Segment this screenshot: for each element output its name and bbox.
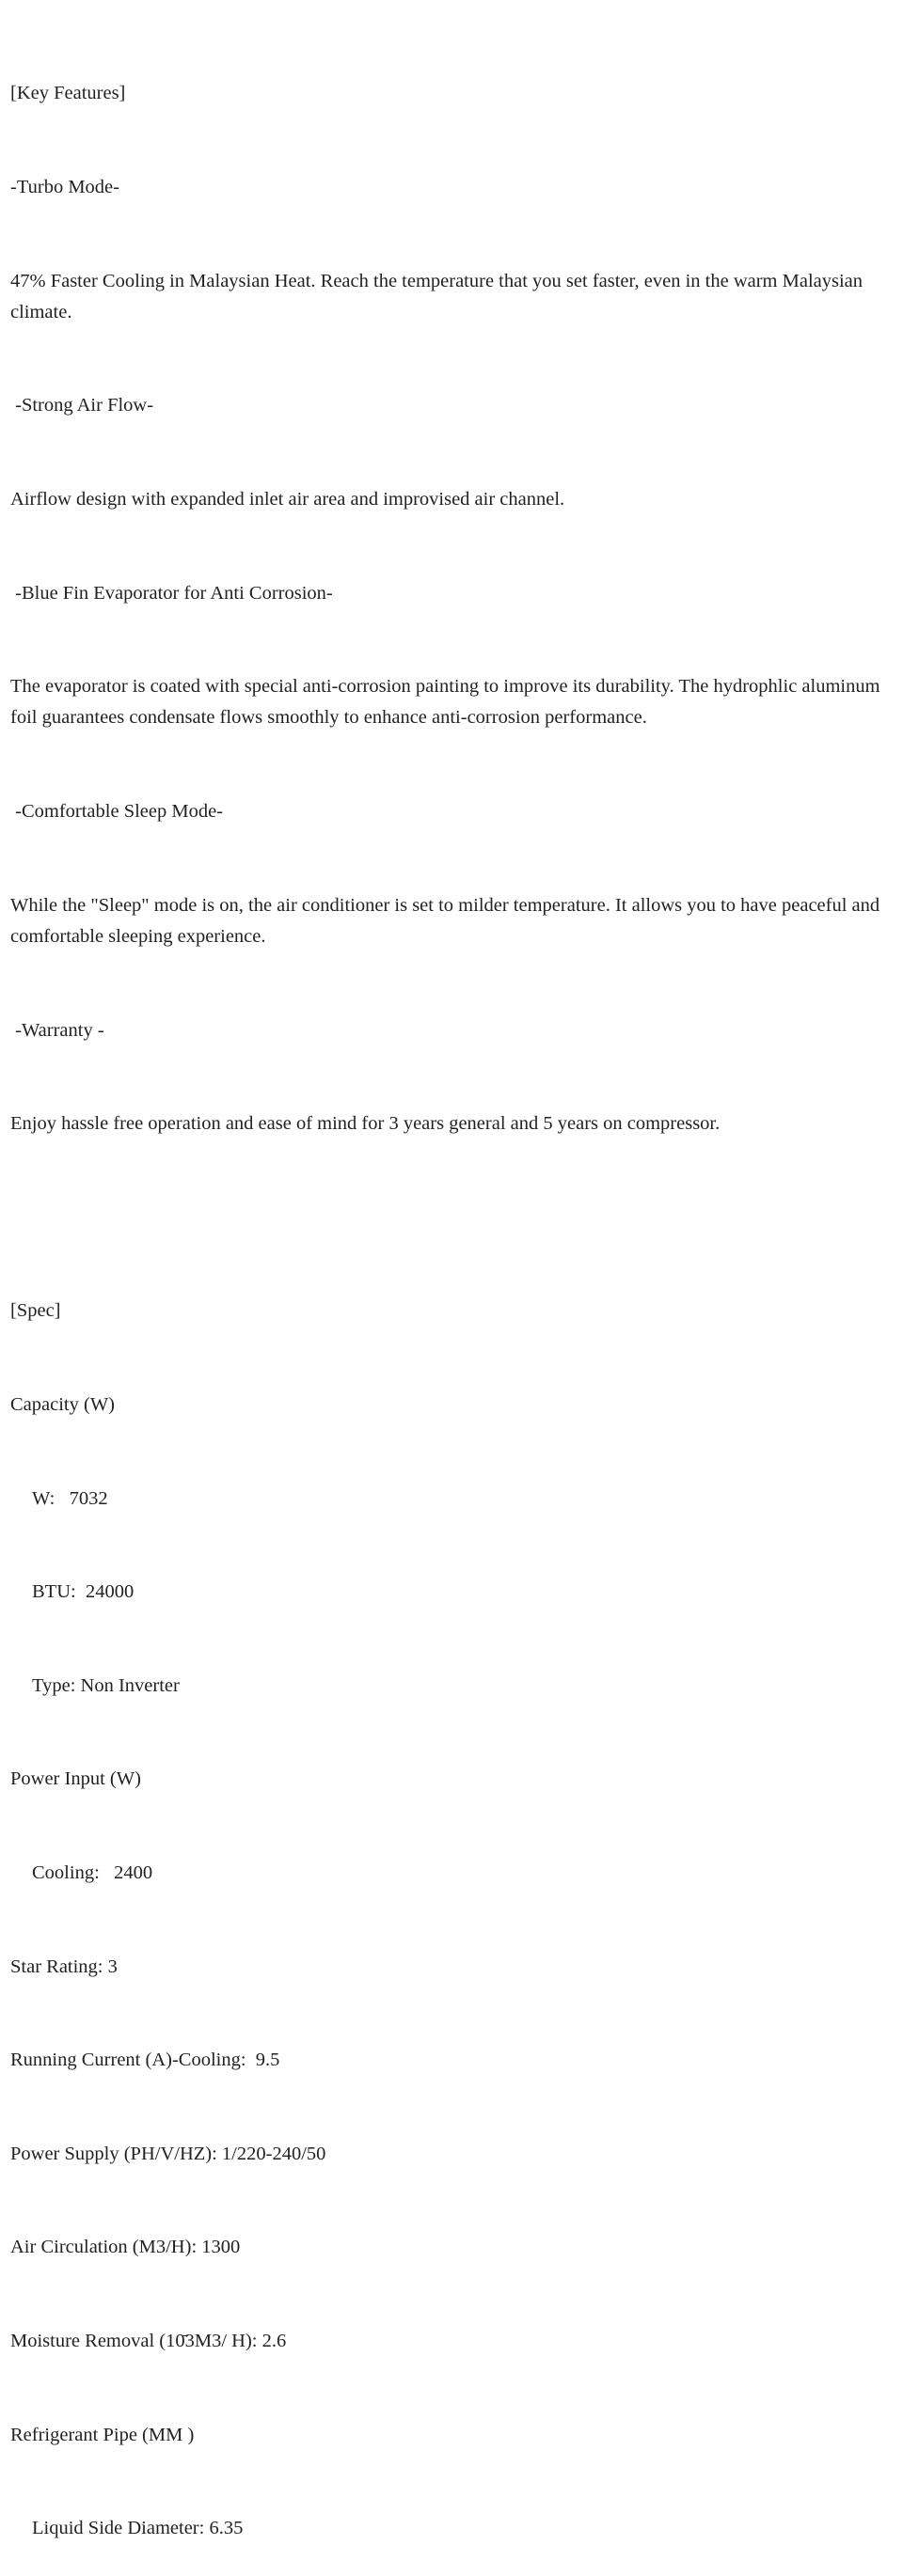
strong-airflow-text: Airflow design with expanded inlet air area and improvised air channel.: [10, 489, 565, 510]
power-input-label: Power Input (W): [10, 1768, 141, 1790]
power-supply: Power Supply (PH/V/HZ): 1/220-240/50: [10, 2143, 326, 2164]
spec-heading: [Spec]: [10, 1300, 61, 1322]
power-input-cooling: Cooling: 2400: [32, 1861, 153, 1883]
refrigerant-pipe-label: Refrigerant Pipe (MM ): [10, 2424, 195, 2445]
capacity-label: Capacity (W): [10, 1393, 115, 1415]
capacity-watts: W: 7032: [32, 1487, 108, 1509]
liquid-side-diameter: Liquid Side Diameter: 6.35: [32, 2518, 244, 2539]
running-current: Running Current (A)-Cooling: 9.5: [10, 2050, 280, 2071]
blank-line: [10, 1202, 895, 1233]
warranty-title: -Warranty -: [10, 1019, 104, 1041]
sleep-mode-title: -Comfortable Sleep Mode-: [10, 801, 224, 823]
key-features-heading: [Key Features]: [10, 83, 126, 104]
blue-fin-text: The evaporator is coated with special anti-corrosion painting to improve its durability. The hydrophlic aluminum foil guarantees condensate flows smoothly to enhance anti-corrosion performance.: [10, 676, 885, 729]
product-description: [10, 16, 895, 2576]
capacity-btu: BTU: 24000: [32, 1581, 135, 1603]
moisture-removal: Moisture Removal (10̄3M3/ H): 2.6: [10, 2331, 287, 2352]
air-circulation: Air Circulation (M3/H): 1300: [10, 2237, 241, 2258]
turbo-mode-title: -Turbo Mode-: [10, 177, 119, 198]
sleep-mode-text: While the "Sleep" mode is on, the air conditioner is set to milder temperature. It allows you to have peaceful and comfortable sleeping experience.: [10, 894, 885, 947]
capacity-type: Type: Non Inverter: [32, 1674, 180, 1696]
star-rating: Star Rating: 3: [10, 1956, 118, 1977]
strong-airflow-title: -Strong Air Flow-: [10, 395, 154, 416]
turbo-mode-text: 47% Faster Cooling in Malaysian Heat. Reach the temperature that you set faster, even in the warm Malaysian climate.: [10, 270, 868, 322]
blue-fin-title: -Blue Fin Evaporator for Anti Corrosion-: [10, 582, 333, 604]
warranty-text: Enjoy hassle free operation and ease of mind for 3 years general and 5 years on compressor.: [10, 1113, 721, 1135]
